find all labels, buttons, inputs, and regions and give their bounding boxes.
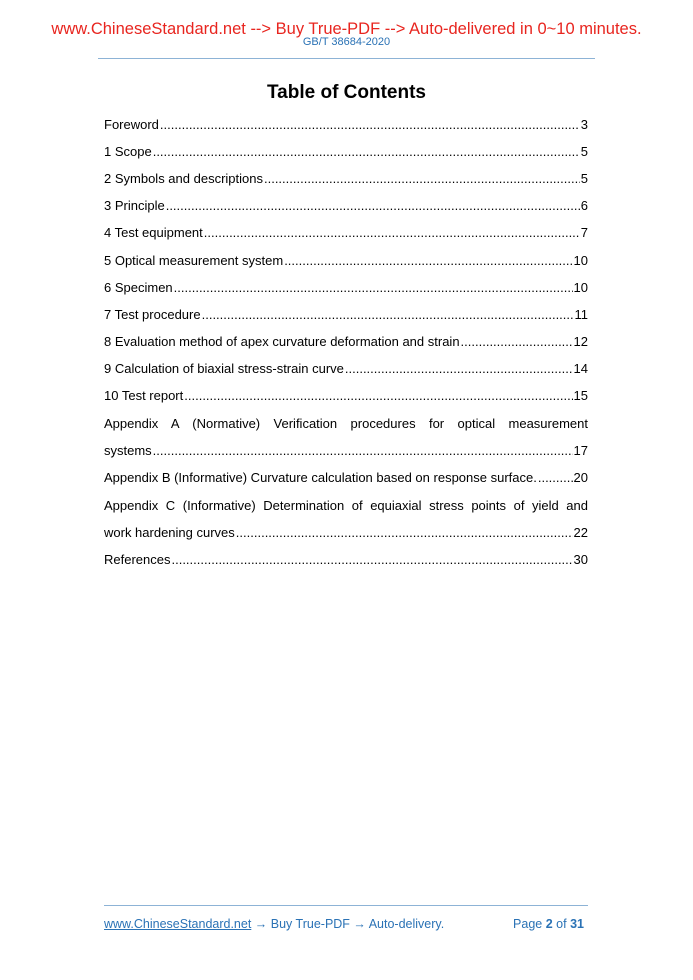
toc-entry-page: 7 <box>580 225 588 240</box>
toc-entry-page: 11 <box>574 307 588 322</box>
toc-entry-label: 3 Principle <box>104 198 165 213</box>
toc-entry-optical-measurement[interactable] <box>104 252 588 270</box>
toc-entry-page: 30 <box>573 552 588 567</box>
toc-entry-label: systems <box>104 443 152 458</box>
toc-leader <box>345 360 573 378</box>
toc-entry-appendix-b[interactable] <box>104 469 588 487</box>
toc-entry-page: 10 <box>573 280 588 295</box>
toc-entry-label: 1 Scope <box>104 144 152 159</box>
toc-entry-page: 5 <box>580 144 588 159</box>
toc-leader <box>160 116 580 134</box>
toc-entry-page: 6 <box>580 198 588 213</box>
toc-entry-label: work hardening curves <box>104 525 235 540</box>
toc-leader <box>461 333 573 351</box>
header-divider <box>98 58 595 59</box>
toc-entry-label: 8 Evaluation method of apex curvature deformation and strain <box>104 334 460 349</box>
toc-entry-label: Appendix B (Informative) Curvature calculation based on response surface. <box>104 470 537 485</box>
toc-entry-page: 17 <box>573 443 588 458</box>
toc-entry-label: 5 Optical measurement system <box>104 253 284 268</box>
toc-leader <box>184 387 572 405</box>
toc-entry-label: 4 Test equipment <box>104 225 203 240</box>
toc-entry-appendix-c[interactable] <box>104 524 588 542</box>
page-footer <box>104 916 584 932</box>
toc-leader <box>538 469 573 487</box>
toc-entry-principle[interactable] <box>104 197 588 215</box>
footer-tagline: → Buy True-PDF → Auto-delivery. <box>251 917 445 931</box>
page-word: Page <box>513 917 543 931</box>
toc-entry-references[interactable] <box>104 551 588 569</box>
toc-entry-label: 10 Test report <box>104 388 184 403</box>
toc-entry-appendix-c-line1[interactable]: Appendix C (Informative) Determination of equiaxial stress points of yield and <box>104 498 588 513</box>
toc-leader <box>166 197 580 215</box>
page-total: 31 <box>570 917 584 931</box>
toc-entry-page: 10 <box>573 253 588 268</box>
toc-entry-page: 3 <box>580 117 588 132</box>
toc-leader <box>153 442 573 460</box>
toc-entry-label: 6 Specimen <box>104 280 173 295</box>
toc-entry-test-procedure[interactable] <box>104 306 588 324</box>
toc-entry-page: 12 <box>573 334 588 349</box>
toc-entry-label: 2 Symbols and descriptions <box>104 171 263 186</box>
footer-divider <box>104 905 588 906</box>
toc-leader <box>202 306 574 324</box>
toc-entry-specimen[interactable] <box>104 279 588 297</box>
toc-entry-label: 7 Test procedure <box>104 307 201 322</box>
toc-entry-evaluation-method[interactable] <box>104 333 588 351</box>
toc-leader <box>174 279 573 297</box>
toc-leader <box>153 143 580 161</box>
page-of: of <box>556 917 567 931</box>
toc-entry-foreword[interactable] <box>104 116 588 134</box>
promo-banner[interactable]: www.ChineseStandard.net --> Buy True-PDF --> Auto-delivered in 0~10 minutes. <box>51 20 642 38</box>
toc-entry-test-equipment[interactable] <box>104 224 588 242</box>
toc-entry-appendix-a-line1[interactable]: Appendix A (Normative) Verification procedures for optical measurement <box>104 416 588 431</box>
toc-leader <box>284 252 572 270</box>
toc-title: Table of Contents <box>266 82 427 103</box>
toc-leader <box>264 170 580 188</box>
toc-entry-test-report[interactable] <box>104 387 588 405</box>
toc-leader <box>236 524 573 542</box>
standard-code: GB/T 38684-2020 <box>302 36 391 48</box>
toc-entry-scope[interactable] <box>104 143 588 161</box>
toc-entry-page: 14 <box>573 361 588 376</box>
toc-entry-label: 9 Calculation of biaxial stress-strain curve <box>104 361 344 376</box>
toc-entry-page: 20 <box>573 470 588 485</box>
footer-site-link[interactable]: www.ChineseStandard.net <box>104 917 252 931</box>
toc-leader <box>204 224 580 242</box>
page-current: 2 <box>545 917 553 931</box>
page-indicator <box>513 916 584 932</box>
toc-entry-label: References <box>104 552 171 567</box>
toc-entry-page: 5 <box>580 171 588 186</box>
toc-entry-page: 15 <box>573 388 588 403</box>
toc-entry-label: Foreword <box>104 117 159 132</box>
toc-entry-biaxial-calculation[interactable] <box>104 360 588 378</box>
toc-entry-page: 22 <box>573 525 588 540</box>
toc-entry-symbols[interactable] <box>104 170 588 188</box>
toc-entry-appendix-a[interactable] <box>104 442 588 460</box>
toc-leader <box>171 551 572 569</box>
